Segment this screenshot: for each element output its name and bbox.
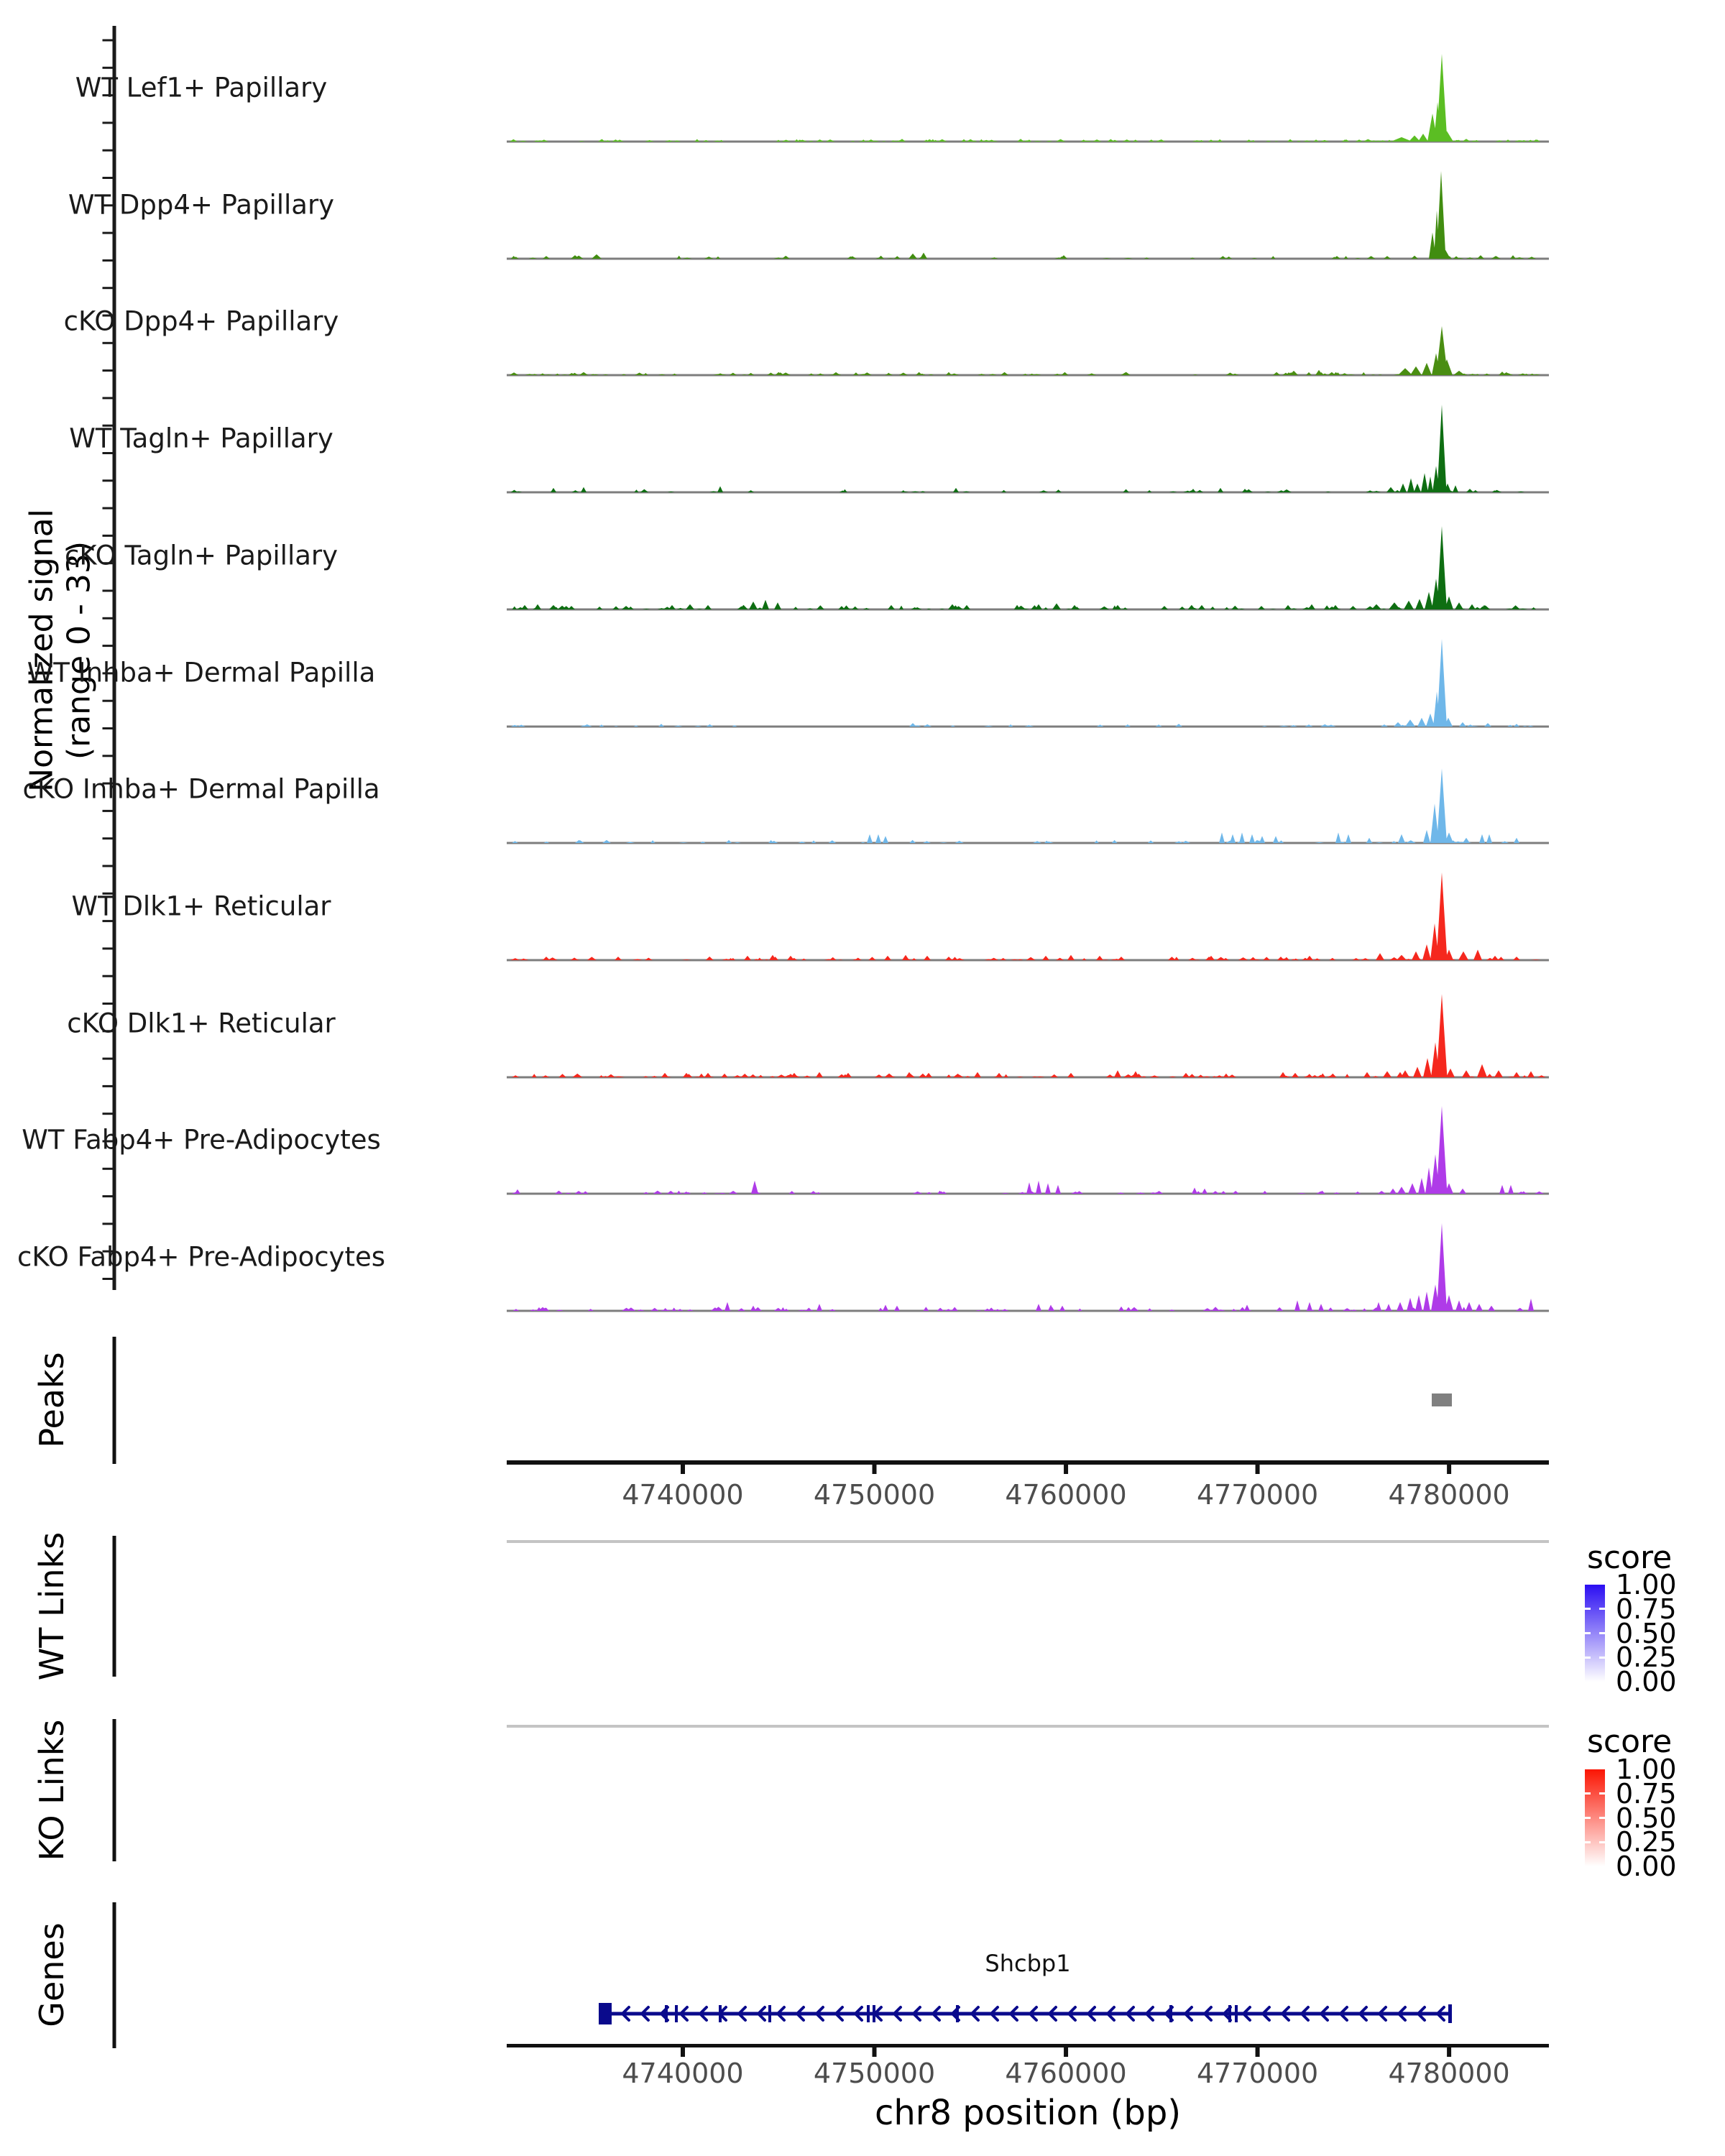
- ko-score-legend-gradient: [1585, 1769, 1605, 1866]
- ko-legend-tick: [1599, 1841, 1605, 1843]
- coverage-signal: [512, 994, 1546, 1077]
- wt-legend-tick: [1599, 1608, 1605, 1610]
- coverage-signal: [512, 526, 1537, 609]
- section-label-genes: Genes: [32, 1922, 71, 2027]
- coverage-signal: [511, 171, 1536, 259]
- bottom-axis-tick-label: 4740000: [622, 2058, 744, 2089]
- ko-legend-value: 1.00: [1616, 1754, 1677, 1785]
- track-label: WT Fabp4+ Pre-Adipocytes: [22, 1124, 381, 1156]
- track-label: cKO Tagln+ Papillary: [64, 540, 339, 571]
- bottom-axis-line: [507, 2044, 1549, 2047]
- top-axis-tick-label: 4760000: [1005, 1479, 1127, 1511]
- ko-links-border: [507, 1725, 1549, 1728]
- track-label: WT Lef1+ Papillary: [75, 72, 328, 103]
- top-axis-line: [507, 1460, 1549, 1465]
- coverage-signal: [513, 1223, 1535, 1311]
- top-axis-tick-label: 4780000: [1388, 1479, 1510, 1511]
- track-label: cKO Dpp4+ Papillary: [63, 305, 339, 337]
- signal-tracks-layer: [507, 54, 1549, 1311]
- ko-legend-value: 0.25: [1616, 1826, 1677, 1858]
- track-label: cKO Inhba+ Dermal Papilla: [22, 773, 380, 805]
- top-axis-tick-label: 4770000: [1196, 1479, 1319, 1511]
- gene-exon-tick: [675, 2005, 678, 2022]
- gene-layer: [599, 2003, 1452, 2024]
- bottom-axis-tick-label: 4760000: [1005, 2058, 1127, 2089]
- gene-exon-tick: [768, 2005, 771, 2022]
- ko-legend-tick: [1599, 1792, 1605, 1795]
- wt-legend-value: 0.50: [1616, 1617, 1677, 1649]
- genes-axis-bar: [113, 1902, 116, 2048]
- track-label: WT Dlk1+ Reticular: [71, 890, 331, 922]
- coverage-signal: [512, 768, 1519, 843]
- links-layer: [507, 1540, 1549, 1854]
- wt-legend-value: 0.75: [1616, 1593, 1677, 1625]
- coverage-signal: [511, 405, 1524, 492]
- ko-legend-value: 0.00: [1616, 1851, 1677, 1882]
- ko-legend-tick: [1599, 1817, 1605, 1819]
- wt-legend-tick: [1599, 1657, 1605, 1659]
- x-axis-title: chr8 position (bp): [874, 2093, 1182, 2133]
- wt-legend-value: 0.25: [1616, 1641, 1677, 1674]
- gene-end-bar: [1448, 2004, 1452, 2023]
- ko-links-axis-bar: [113, 1719, 116, 1861]
- wt-score-legend-title: score: [1587, 1539, 1673, 1576]
- section-label-ko-links: KO Links: [32, 1719, 71, 1861]
- gene-name-label: Shcbp1: [985, 1950, 1071, 1977]
- section-label-wt-links: WT Links: [32, 1531, 71, 1681]
- coverage-signal: [510, 54, 1540, 142]
- section-label-peaks: Peaks: [32, 1352, 71, 1448]
- wt-score-legend-gradient: [1585, 1585, 1605, 1682]
- track-label: cKO Dlk1+ Reticular: [67, 1008, 336, 1039]
- peak-interval-box: [1432, 1393, 1452, 1406]
- ko-legend-tick: [1585, 1817, 1591, 1819]
- wt-legend-tick: [1585, 1632, 1591, 1634]
- track-label: WT Tagln+ Papillary: [69, 423, 334, 454]
- wt-legend-tick: [1585, 1657, 1591, 1659]
- ko-legend-tick: [1585, 1792, 1591, 1795]
- bottom-axis-tick-label: 4750000: [813, 2058, 936, 2089]
- ko-legend-tick: [1585, 1841, 1591, 1843]
- coverage-signal: [510, 326, 1541, 375]
- y-axis-title-line2: (range 0 - 33): [60, 540, 98, 760]
- wt-links-axis-bar: [113, 1536, 116, 1677]
- wt-links-border: [507, 1540, 1549, 1543]
- peaks-layer: [1432, 1393, 1452, 1406]
- peaks-axis-bar: [113, 1337, 116, 1464]
- wt-legend-tick: [1585, 1608, 1591, 1610]
- coverage-signal: [510, 872, 1540, 960]
- top-axis-tick-label: 4750000: [813, 1479, 936, 1511]
- wt-legend-value: 1.00: [1616, 1569, 1677, 1600]
- wt-legend-tick: [1599, 1632, 1605, 1634]
- bottom-axis-tick-label: 4770000: [1196, 2058, 1319, 2089]
- ko-legend-value: 0.50: [1616, 1802, 1677, 1834]
- coverage-signal: [512, 1106, 1545, 1194]
- y-axis-title-line1: Normalized signal: [23, 509, 60, 792]
- track-label: WT Inhba+ Dermal Papilla: [27, 657, 376, 688]
- gene-exon-tick: [867, 2005, 870, 2022]
- coverage-signal: [510, 639, 1533, 727]
- track-label: cKO Fabp4+ Pre-Adipocytes: [17, 1241, 386, 1273]
- gene-exon-tick: [1235, 2005, 1238, 2022]
- gene-start-exon-block: [599, 2003, 612, 2024]
- ko-legend-value: 0.75: [1616, 1777, 1677, 1810]
- bottom-axis-tick-label: 4780000: [1388, 2058, 1510, 2089]
- ko-score-legend-title: score: [1587, 1723, 1673, 1760]
- wt-legend-value: 0.00: [1616, 1666, 1677, 1697]
- top-axis-tick-label: 4740000: [622, 1479, 744, 1511]
- track-label: WT Dpp4+ Papillary: [68, 189, 335, 221]
